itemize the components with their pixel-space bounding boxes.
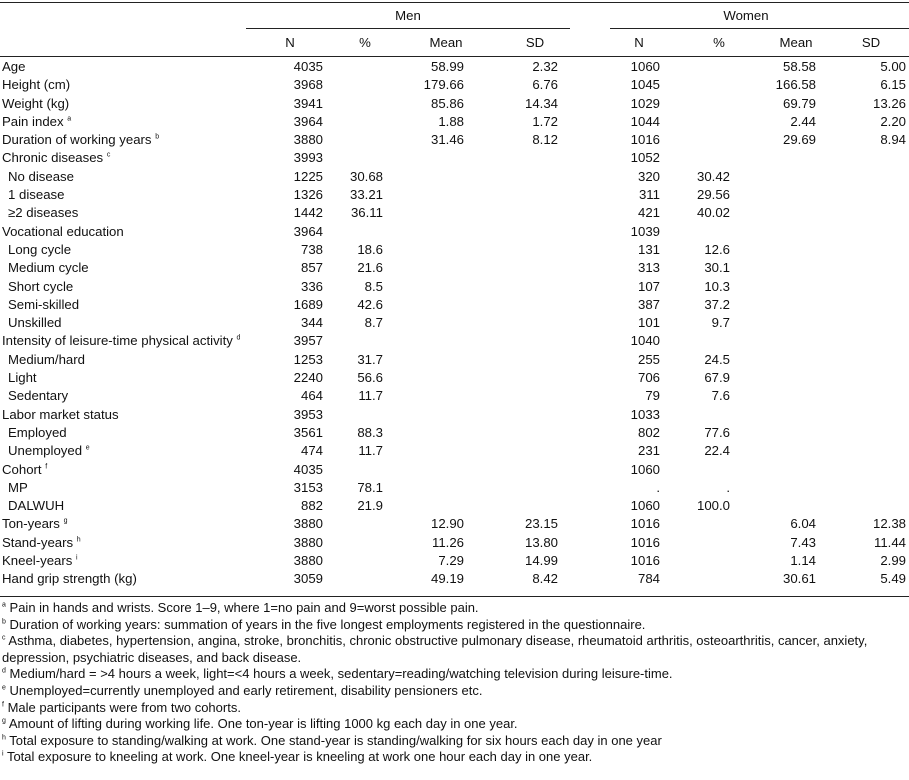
cell-men-n: 3968 (293, 77, 323, 93)
cell-men-mean: 58.99 (430, 59, 464, 74)
group-header-men: Men (395, 8, 421, 23)
footnote-mark: i (2, 751, 4, 759)
cell-women-n: 313 (637, 260, 660, 276)
cell-men-mean: 1.88 (438, 113, 464, 129)
cell-men-pct: 33.21 (349, 187, 383, 203)
row-label-text: Short cycle (8, 278, 74, 294)
footnote-mark: g (2, 717, 6, 725)
footnotes (2, 600, 907, 766)
cell-men-n: 4035 (293, 461, 323, 477)
row-label (8, 369, 37, 387)
cell-women-sd: 13.26 (872, 95, 906, 111)
group-rule-women (610, 28, 909, 29)
cell-women-sd: 8.94 (880, 132, 906, 148)
footnote-mark: a (2, 601, 6, 609)
footnote-marker: h (76, 536, 81, 544)
table-row (0, 351, 909, 369)
footnote-marker: b (155, 133, 160, 141)
cell-men-sd: 2.32 (532, 59, 558, 74)
cell-women-sd: 6.15 (880, 77, 906, 93)
cell-men-pct: 42.6 (357, 296, 383, 312)
cell-men-n: 1253 (293, 351, 323, 367)
cell-men-n: 1442 (293, 205, 323, 221)
cell-women-n: 1045 (630, 77, 660, 93)
cell-men-pct: 31.7 (357, 351, 383, 367)
cell-men-mean: 49.19 (430, 571, 464, 587)
col-header-men-pct: % (359, 35, 371, 50)
table-row (0, 58, 909, 76)
cell-men-n: 3953 (293, 406, 323, 422)
row-label (2, 58, 25, 76)
table-row (0, 534, 909, 552)
group-header-women: Women (723, 8, 769, 23)
cell-men-n: 464 (300, 388, 323, 404)
cell-men-mean: 7.29 (438, 553, 464, 569)
row-label-text: Semi-skilled (8, 296, 80, 312)
cell-women-mean: 6.04 (790, 516, 816, 532)
cell-women-pct: 30.42 (696, 168, 730, 184)
cell-women-sd: 5.49 (880, 571, 906, 587)
row-label (2, 113, 71, 131)
cell-men-n: 3880 (293, 553, 323, 569)
cell-women-n: 1016 (630, 516, 660, 532)
row-label (2, 149, 110, 167)
row-label-text: Hand grip strength (kg) (2, 571, 137, 587)
cell-men-n: 3964 (293, 223, 323, 239)
cell-women-pct: 9.7 (711, 315, 730, 331)
cell-women-n: 107 (637, 278, 660, 294)
cell-women-mean: 29.69 (782, 132, 816, 148)
cell-men-pct: 21.6 (357, 260, 383, 276)
footnote-text: Asthma, diabetes, hypertension, angina, stroke, bronchitis, chronic obstructive pulmonary disease, rheumatoid arthritis, osteoarthritis, cancer, anxiety, depression, psychiatric diseases, and back disease. (2, 633, 868, 665)
footnote-mark: e (2, 684, 6, 692)
row-label (8, 241, 71, 259)
row-label-text: 1 disease (8, 187, 65, 203)
cell-men-n: 3880 (293, 534, 323, 550)
footnote (2, 749, 907, 766)
cell-men-pct: 18.6 (357, 241, 383, 257)
table-row (0, 369, 909, 387)
cell-women-pct: 30.1 (704, 260, 730, 276)
table-row (0, 131, 909, 149)
cell-men-n: 3993 (293, 150, 323, 166)
cell-women-sd: 2.20 (880, 113, 906, 129)
row-label (8, 168, 74, 186)
cell-women-pct: 77.6 (704, 424, 730, 440)
col-header-women-n: N (634, 35, 644, 50)
cell-women-n: 131 (637, 241, 660, 257)
row-label (8, 479, 28, 497)
footnote-mark: c (2, 634, 6, 642)
row-label (8, 387, 68, 405)
row-label (2, 95, 69, 113)
footnote-text: Total exposure to kneeling at work. One kneel-year is kneeling at work one hour each day in one year. (6, 749, 593, 765)
row-label-text: Weight (kg) (2, 95, 70, 111)
cell-women-sd: 11.44 (873, 534, 906, 550)
footnote (2, 733, 907, 750)
cell-men-sd: 13.80 (524, 534, 558, 550)
row-label-text: Unskilled (8, 315, 62, 331)
cell-men-n: 3880 (293, 132, 323, 148)
table-row (0, 497, 909, 515)
cell-men-pct: 30.68 (349, 168, 383, 184)
row-label-text: Kneel-years (2, 553, 73, 569)
cell-women-mean: 69.79 (782, 95, 816, 111)
cell-men-n: 3561 (293, 424, 323, 440)
cell-women-n: 1033 (630, 406, 660, 422)
cell-men-n: 336 (300, 278, 323, 294)
table-row (0, 223, 909, 241)
cell-women-n: 1016 (630, 534, 660, 550)
row-label (8, 204, 78, 222)
cell-women-n: 1060 (630, 59, 660, 74)
row-label (2, 534, 81, 552)
cell-men-pct: 8.7 (364, 315, 383, 331)
footnote (2, 633, 907, 666)
table-row (0, 461, 909, 479)
cell-women-pct: 67.9 (704, 370, 730, 386)
row-label (8, 351, 85, 369)
cell-women-n: 802 (637, 424, 660, 440)
cell-women-pct: 10.3 (704, 278, 730, 294)
cell-men-mean: 11.26 (431, 534, 464, 550)
cell-men-pct: 21.9 (357, 498, 383, 514)
cell-women-sd: 2.99 (880, 553, 906, 569)
cell-men-n: 882 (300, 498, 323, 514)
footnote (2, 617, 907, 634)
table-row (0, 406, 909, 424)
cell-women-n: 1016 (630, 132, 660, 148)
cell-women-n: 706 (637, 370, 660, 386)
table-row (0, 186, 909, 204)
row-label (8, 296, 79, 314)
cell-men-n: 3957 (293, 333, 323, 349)
row-label (8, 442, 90, 460)
cell-women-pct: 12.6 (704, 241, 730, 257)
cell-women-n: 255 (637, 351, 660, 367)
row-label-text: DALWUH (8, 498, 65, 514)
row-label-text: Light (8, 370, 37, 386)
cell-women-pct: 22.4 (704, 443, 730, 459)
row-label (8, 278, 73, 296)
table-row (0, 387, 909, 405)
table-row (0, 113, 909, 131)
row-label (8, 497, 64, 515)
row-label-text: Employed (8, 424, 67, 440)
cell-women-n: 311 (638, 187, 660, 203)
table-row (0, 515, 909, 533)
cell-women-n: 1039 (630, 223, 660, 239)
footnote-text: Total exposure to standing/walking at work. One stand-year is standing/walking for six hours each day in one year (9, 732, 662, 748)
cell-men-pct: 11.7 (358, 388, 383, 404)
table-row (0, 259, 909, 277)
cell-men-n: 1689 (293, 296, 323, 312)
table-row (0, 204, 909, 222)
table-row (0, 278, 909, 296)
footnote-text: Medium/hard = >4 hours a week, light=<4 hours a week, sedentary=reading/watching television during leisure-time. (9, 666, 673, 682)
row-label (8, 424, 67, 442)
cell-women-pct: . (726, 479, 730, 495)
table-top-rule (0, 2, 909, 3)
cell-men-pct: 56.6 (357, 370, 383, 386)
cell-men-n: 3880 (293, 516, 323, 532)
cell-women-n: 1060 (630, 498, 660, 514)
footnote-marker: i (76, 554, 78, 562)
cell-men-n: 344 (300, 315, 323, 331)
cell-women-n: 784 (637, 571, 660, 587)
cell-men-sd: 14.34 (524, 95, 558, 111)
cell-women-mean: 1.14 (790, 553, 816, 569)
cell-men-sd: 14.99 (524, 553, 558, 569)
col-header-men-n: N (285, 35, 295, 50)
group-rule-men (246, 28, 570, 29)
row-label (2, 332, 240, 350)
cell-men-n: 4035 (293, 59, 323, 74)
cell-women-mean: 30.61 (782, 571, 816, 587)
cell-women-mean: 58.58 (782, 59, 816, 74)
col-header-women-pct: % (713, 35, 725, 50)
cell-women-mean: 166.58 (775, 77, 816, 93)
col-header-women-mean: Mean (779, 35, 813, 50)
row-label-text: No disease (8, 168, 74, 184)
cell-women-n: 320 (637, 168, 660, 184)
table-row (0, 296, 909, 314)
cell-women-n: 1040 (630, 333, 660, 349)
col-header-men-mean: Mean (429, 35, 463, 50)
header-bottom-rule (0, 56, 909, 57)
footnote-marker: a (67, 115, 72, 123)
row-label-text: Long cycle (8, 241, 72, 257)
cell-men-n: 3941 (293, 95, 323, 111)
row-label (2, 552, 78, 570)
row-label (2, 515, 67, 533)
row-label-text: Duration of working years (2, 132, 152, 148)
cell-women-pct: 100.0 (696, 498, 730, 514)
cell-women-n: 421 (637, 205, 660, 221)
cell-men-n: 1326 (293, 187, 323, 203)
row-label-text: Stand-years (2, 534, 74, 550)
col-header-women-sd: SD (861, 35, 881, 50)
footnote-mark: b (2, 618, 6, 626)
footnote-marker: f (45, 463, 48, 471)
cell-men-pct: 78.1 (357, 479, 383, 495)
cell-women-pct: 29.56 (696, 187, 730, 203)
footnote-text: Duration of working years: summation of years in the five longest employments registered in the questionnaire. (9, 616, 646, 632)
footnote-mark: h (2, 734, 6, 742)
footnote-mark: f (2, 701, 4, 709)
table-row (0, 479, 909, 497)
table-row (0, 168, 909, 186)
cell-men-pct: 36.11 (350, 205, 383, 221)
cell-men-sd: 6.76 (532, 77, 558, 93)
table-bottom-rule (0, 596, 909, 597)
cell-men-n: 857 (300, 260, 323, 276)
cell-men-mean: 85.86 (430, 95, 464, 111)
footnote (2, 700, 907, 717)
cell-women-sd: 12.38 (872, 516, 906, 532)
footnote-marker: d (236, 335, 241, 343)
cell-women-pct: 37.2 (704, 296, 730, 312)
cell-men-sd: 8.42 (532, 571, 558, 587)
cell-men-sd: 8.12 (532, 132, 558, 148)
row-label (2, 223, 124, 241)
cell-women-n: 101 (637, 315, 660, 331)
footnote-text: Amount of lifting during working life. One ton-year is lifting 1000 kg each day in one year. (8, 716, 518, 732)
footnote (2, 666, 907, 683)
cell-men-n: 3059 (293, 571, 323, 587)
row-label (2, 461, 47, 479)
row-label-text: Cohort (2, 461, 42, 477)
table-row (0, 552, 909, 570)
cell-men-mean: 31.46 (430, 132, 464, 148)
row-label-text: MP (8, 479, 28, 495)
table-row (0, 332, 909, 350)
row-label-text: Chronic diseases (2, 150, 104, 166)
row-label (2, 131, 159, 149)
row-label-text: Labor market status (2, 406, 119, 422)
row-label-text: Intensity of leisure-time physical activity (2, 333, 233, 349)
cell-men-n: 738 (300, 241, 323, 257)
cell-women-n: 1016 (630, 553, 660, 569)
cell-men-n: 2240 (293, 370, 323, 386)
row-label (2, 76, 70, 94)
table-row (0, 570, 909, 588)
cell-women-n: 1029 (630, 95, 660, 111)
table-body (0, 58, 909, 589)
row-label (8, 186, 64, 204)
table-row (0, 149, 909, 167)
footnote-text: Male participants were from two cohorts. (7, 699, 241, 715)
cell-women-n: 1044 (630, 113, 660, 129)
cell-women-n: 1060 (630, 461, 660, 477)
row-label (2, 570, 137, 588)
cell-men-n: 3153 (293, 479, 323, 495)
cell-women-pct: 7.6 (711, 388, 730, 404)
footnote-marker: e (85, 444, 90, 452)
footnote-text: Pain in hands and wrists. Score 1–9, where 1=no pain and 9=worst possible pain. (9, 600, 479, 615)
cell-men-n: 3964 (293, 113, 323, 129)
footnote-marker: g (63, 518, 68, 526)
footnote (2, 683, 907, 700)
cell-women-n: 1052 (630, 150, 660, 166)
footnote-marker: c (106, 152, 111, 160)
cell-men-pct: 11.7 (358, 443, 383, 459)
row-label-text: Sedentary (8, 388, 69, 404)
table-row (0, 76, 909, 94)
row-label-text: Pain index (2, 113, 64, 129)
table-row (0, 314, 909, 332)
cell-men-pct: 88.3 (357, 424, 383, 440)
row-label-text: ≥2 diseases (8, 205, 79, 221)
table-row (0, 442, 909, 460)
cell-men-sd: 1.72 (532, 113, 558, 129)
cell-women-sd: 5.00 (880, 59, 906, 74)
row-label-text: Age (2, 59, 26, 74)
row-label-text: Medium cycle (8, 260, 89, 276)
footnote-mark: d (2, 668, 6, 676)
row-label (2, 406, 119, 424)
cell-women-mean: 2.44 (790, 113, 816, 129)
cell-women-pct: 24.5 (704, 351, 730, 367)
row-label (8, 314, 62, 332)
footnote (2, 600, 907, 617)
cell-women-n: 387 (637, 296, 660, 312)
cell-women-n: 79 (645, 388, 660, 404)
cell-women-n: 231 (637, 443, 660, 459)
table-row (0, 95, 909, 113)
table-row (0, 424, 909, 442)
table-row (0, 241, 909, 259)
cell-women-pct: 40.02 (696, 205, 730, 221)
cell-men-sd: 23.15 (524, 516, 558, 532)
col-header-men-sd: SD (525, 35, 545, 50)
cell-men-n: 1225 (293, 168, 323, 184)
cell-men-pct: 8.5 (364, 278, 383, 294)
row-label-text: Ton-years (2, 516, 60, 532)
row-label-text: Medium/hard (8, 351, 85, 367)
cell-men-mean: 12.90 (430, 516, 464, 532)
row-label (8, 259, 89, 277)
footnote (2, 716, 907, 733)
cell-men-mean: 179.66 (423, 77, 464, 93)
cell-women-mean: 7.43 (790, 534, 816, 550)
row-label-text: Vocational education (2, 223, 124, 239)
cell-women-n: . (656, 479, 660, 495)
row-label-text: Unemployed (8, 443, 83, 459)
cell-men-n: 474 (300, 443, 323, 459)
footnote-text: Unemployed=currently unemployed and early retirement, disability pensioners etc. (9, 682, 483, 698)
row-label-text: Height (cm) (2, 77, 71, 93)
